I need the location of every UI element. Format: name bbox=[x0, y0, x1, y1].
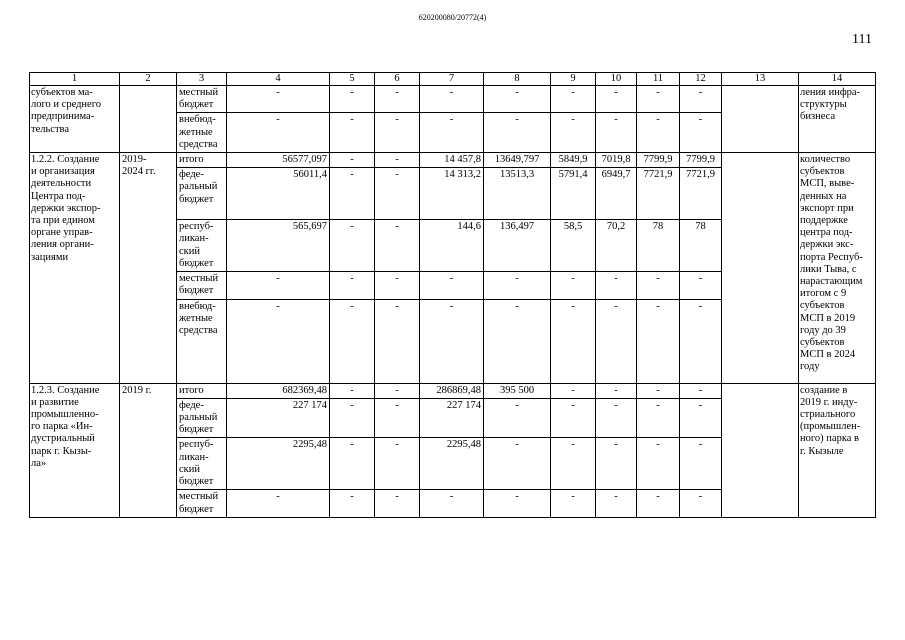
value-cell: - bbox=[227, 86, 330, 113]
header-cell: 11 bbox=[637, 73, 680, 86]
expected-result: создание в 2019 г. инду- стриального (промышлен- ного) парка в г. Кызыле bbox=[799, 383, 876, 517]
value-cell: - bbox=[637, 383, 680, 398]
value-cell: - bbox=[375, 153, 420, 168]
value-cell: - bbox=[637, 398, 680, 438]
value-cell: 227 174 bbox=[227, 398, 330, 438]
value-cell: - bbox=[484, 438, 551, 490]
value-cell: - bbox=[227, 113, 330, 153]
value-cell: - bbox=[637, 86, 680, 113]
value-cell: - bbox=[375, 168, 420, 220]
value-cell: 144,6 bbox=[420, 220, 484, 272]
value-cell: - bbox=[420, 490, 484, 517]
value-cell: - bbox=[330, 383, 375, 398]
value-cell: 70,2 bbox=[596, 220, 637, 272]
funding-source: феде- ральный бюджет bbox=[177, 168, 227, 220]
value-cell: - bbox=[330, 86, 375, 113]
value-cell: 5849,9 bbox=[551, 153, 596, 168]
activity-description: 1.2.3. Создание и развитие промышленно- го парка «Ин- дустриальный парк г. Кызы- ла» bbox=[30, 383, 120, 517]
value-cell: 5791,4 bbox=[551, 168, 596, 220]
value-cell: - bbox=[375, 438, 420, 490]
value-cell: - bbox=[551, 272, 596, 299]
value-cell: - bbox=[596, 86, 637, 113]
value-cell: - bbox=[637, 113, 680, 153]
value-cell: - bbox=[680, 113, 722, 153]
funding-source: итого bbox=[177, 153, 227, 168]
value-cell: - bbox=[420, 272, 484, 299]
value-cell: - bbox=[375, 383, 420, 398]
funding-source: респуб- ликан- ский бюджет bbox=[177, 438, 227, 490]
value-cell: - bbox=[551, 490, 596, 517]
funding-source: респуб- ликан- ский бюджет bbox=[177, 220, 227, 272]
header-cell: 2 bbox=[120, 73, 177, 86]
value-cell: - bbox=[375, 490, 420, 517]
period-cell: 2019- 2024 гг. bbox=[120, 153, 177, 384]
value-cell: 565,697 bbox=[227, 220, 330, 272]
value-cell: - bbox=[680, 490, 722, 517]
value-cell: - bbox=[484, 490, 551, 517]
value-cell: 227 174 bbox=[420, 398, 484, 438]
value-cell: 7019,8 bbox=[596, 153, 637, 168]
table-row bbox=[30, 383, 876, 398]
page-number: 111 bbox=[852, 32, 872, 47]
value-cell: - bbox=[227, 272, 330, 299]
value-cell: - bbox=[420, 113, 484, 153]
document-id: 620200080/20772(4) bbox=[418, 13, 487, 22]
value-cell: - bbox=[551, 86, 596, 113]
value-cell: - bbox=[680, 398, 722, 438]
header-cell: 9 bbox=[551, 73, 596, 86]
value-cell: - bbox=[330, 272, 375, 299]
value-cell: - bbox=[330, 490, 375, 517]
value-cell: 2295,48 bbox=[420, 438, 484, 490]
activity-description: 1.2.2. Создание и организация деятельности Центра под- держки экспор- та при едином органе управ- ления органи- зациями bbox=[30, 153, 120, 384]
value-cell: - bbox=[680, 272, 722, 299]
value-cell: 7799,9 bbox=[637, 153, 680, 168]
value-cell: - bbox=[551, 383, 596, 398]
value-cell: - bbox=[330, 113, 375, 153]
header-cell: 8 bbox=[484, 73, 551, 86]
column-13-cell bbox=[722, 86, 799, 153]
header-cell: 13 bbox=[722, 73, 799, 86]
value-cell: - bbox=[375, 272, 420, 299]
value-cell: - bbox=[637, 272, 680, 299]
header-row bbox=[30, 73, 876, 86]
value-cell: - bbox=[596, 438, 637, 490]
value-cell: 7721,9 bbox=[637, 168, 680, 220]
value-cell: - bbox=[375, 86, 420, 113]
header-cell: 14 bbox=[799, 73, 876, 86]
value-cell: - bbox=[551, 299, 596, 383]
value-cell: 78 bbox=[637, 220, 680, 272]
value-cell: - bbox=[637, 490, 680, 517]
header-cell: 7 bbox=[420, 73, 484, 86]
header-cell: 6 bbox=[375, 73, 420, 86]
funding-source: местный бюджет bbox=[177, 272, 227, 299]
value-cell: - bbox=[596, 383, 637, 398]
funding-source: итого bbox=[177, 383, 227, 398]
value-cell: - bbox=[484, 86, 551, 113]
header-cell: 1 bbox=[30, 73, 120, 86]
budget-table bbox=[29, 72, 876, 518]
value-cell: 78 bbox=[680, 220, 722, 272]
value-cell: - bbox=[375, 220, 420, 272]
value-cell: - bbox=[596, 490, 637, 517]
value-cell: 7799,9 bbox=[680, 153, 722, 168]
value-cell: - bbox=[420, 299, 484, 383]
column-13-cell bbox=[722, 383, 799, 517]
value-cell: 14 313,2 bbox=[420, 168, 484, 220]
value-cell: - bbox=[596, 299, 637, 383]
value-cell: 6949,7 bbox=[596, 168, 637, 220]
value-cell: - bbox=[227, 490, 330, 517]
header-cell: 4 bbox=[227, 73, 330, 86]
value-cell: 682369,48 bbox=[227, 383, 330, 398]
value-cell: 2295,48 bbox=[227, 438, 330, 490]
value-cell: 13513,3 bbox=[484, 168, 551, 220]
value-cell: 395 500 bbox=[484, 383, 551, 398]
funding-source: внебюд- жетные средства bbox=[177, 299, 227, 383]
header-cell: 3 bbox=[177, 73, 227, 86]
value-cell: - bbox=[227, 299, 330, 383]
value-cell: 136,497 bbox=[484, 220, 551, 272]
funding-source: местный бюджет bbox=[177, 490, 227, 517]
expected-result: ления инфра- структуры бизнеса bbox=[799, 86, 876, 153]
value-cell: 58,5 bbox=[551, 220, 596, 272]
value-cell: - bbox=[551, 398, 596, 438]
header-cell: 10 bbox=[596, 73, 637, 86]
value-cell: - bbox=[637, 438, 680, 490]
value-cell: - bbox=[420, 86, 484, 113]
value-cell: - bbox=[375, 398, 420, 438]
value-cell: - bbox=[330, 299, 375, 383]
value-cell: - bbox=[484, 113, 551, 153]
value-cell: - bbox=[637, 299, 680, 383]
table-row bbox=[30, 153, 876, 168]
value-cell: 7721,9 bbox=[680, 168, 722, 220]
value-cell: - bbox=[596, 398, 637, 438]
value-cell: - bbox=[551, 438, 596, 490]
value-cell: 13649,797 bbox=[484, 153, 551, 168]
value-cell: 14 457,8 bbox=[420, 153, 484, 168]
table-body bbox=[30, 73, 876, 518]
value-cell: - bbox=[680, 383, 722, 398]
value-cell: - bbox=[484, 272, 551, 299]
header-cell: 5 bbox=[330, 73, 375, 86]
table-row bbox=[30, 86, 876, 113]
column-13-cell bbox=[722, 153, 799, 384]
value-cell: - bbox=[330, 438, 375, 490]
value-cell: - bbox=[330, 168, 375, 220]
value-cell: 286869,48 bbox=[420, 383, 484, 398]
value-cell: - bbox=[680, 438, 722, 490]
funding-source: местный бюджет bbox=[177, 86, 227, 113]
value-cell: - bbox=[330, 220, 375, 272]
value-cell: - bbox=[596, 113, 637, 153]
value-cell: - bbox=[551, 113, 596, 153]
value-cell: - bbox=[484, 398, 551, 438]
value-cell: - bbox=[330, 153, 375, 168]
value-cell: - bbox=[596, 272, 637, 299]
period-cell bbox=[120, 86, 177, 153]
value-cell: - bbox=[484, 299, 551, 383]
value-cell: 56577,097 bbox=[227, 153, 330, 168]
funding-source: феде- ральный бюджет bbox=[177, 398, 227, 438]
value-cell: - bbox=[680, 86, 722, 113]
value-cell: - bbox=[375, 299, 420, 383]
header-cell: 12 bbox=[680, 73, 722, 86]
value-cell: - bbox=[375, 113, 420, 153]
value-cell: - bbox=[680, 299, 722, 383]
funding-source: внебюд- жетные средства bbox=[177, 113, 227, 153]
activity-description: субъектов ма- лого и среднего предпринима- тельства bbox=[30, 86, 120, 153]
value-cell: 56011,4 bbox=[227, 168, 330, 220]
period-cell: 2019 г. bbox=[120, 383, 177, 517]
expected-result: количество субъектов МСП, выве- денных на экспорт при поддержке центра под- держки экс- порта Респуб- лики Тыва, с нарастающим итогом с 9 субъектов МСП в 2019 году до 39 субъектов МСП в 2024 году bbox=[799, 153, 876, 384]
value-cell: - bbox=[330, 398, 375, 438]
